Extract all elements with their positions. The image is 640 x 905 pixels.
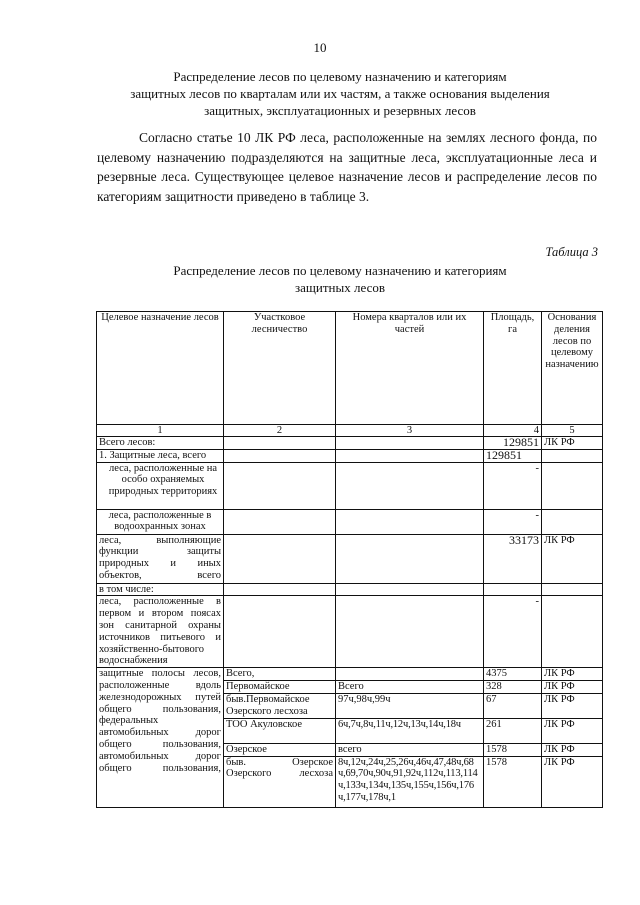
column-number: 5 — [542, 425, 603, 437]
header-forestry: Участковое лесничество — [224, 312, 336, 425]
row-quarters: всего — [336, 743, 484, 756]
row-name: леса, расположенные на особо охраняемых природных территориях — [97, 462, 224, 509]
row-basis: ЛК РФ — [542, 718, 603, 743]
row-name: Всего лесов: — [97, 437, 224, 450]
table-row — [97, 583, 603, 596]
row-forestry: ТОО Акуловское — [224, 718, 336, 743]
table-title — [120, 262, 560, 296]
row-area: 1578 — [484, 743, 542, 756]
row-quarters — [336, 668, 484, 681]
row-area: - — [484, 509, 542, 534]
table-row — [97, 462, 603, 509]
row-area: 1578 — [484, 756, 542, 807]
section-heading — [80, 68, 600, 119]
header-area: Площадь, га — [484, 312, 542, 425]
table-row — [97, 509, 603, 534]
table-header-row — [97, 312, 603, 425]
table-row — [97, 668, 603, 681]
table-row — [97, 534, 603, 583]
row-quarters: Всего — [336, 680, 484, 693]
row-name: леса, расположенные в первом и втором поясах зон санитарной охраны источников питьевого и хозяйственно-бытового водоснабжения — [97, 596, 224, 668]
table-title-line: защитных лесов — [295, 280, 385, 295]
heading-line: Распределение лесов по целевому назначению и категориям — [173, 69, 507, 84]
table-row — [97, 449, 603, 462]
row-area: - — [484, 596, 542, 668]
row-name: 1. Защитные леса, всего — [97, 449, 224, 462]
column-number: 3 — [336, 425, 484, 437]
row-name: в том числе: — [97, 583, 224, 596]
row-basis: ЛК РФ — [542, 680, 603, 693]
header-purpose: Целевое назначение лесов — [97, 312, 224, 425]
table-title-line: Распределение лесов по целевому назначению и категориям — [173, 263, 507, 278]
row-area: 261 — [484, 718, 542, 743]
page-number: 10 — [313, 40, 327, 55]
row-basis: ЛК РФ — [542, 743, 603, 756]
row-area: 67 — [484, 693, 542, 718]
row-area: - — [484, 462, 542, 509]
row-quarters: 8ч,12ч,24ч,25,26ч,46ч,47,48ч,68ч,69,70ч,90ч,91,92ч,112ч,113,114ч,133ч,134ч,135ч,155ч,156ч,176ч,177ч,178ч,1 — [336, 756, 484, 807]
body-paragraph: Согласно статье 10 ЛК РФ леса, расположенные на землях лесного фонда, по целевому назначению подразделяются на защитные леса, эксплуатационные леса и резервные леса. Существующее целевое назначение лесов и распределение лесов по категориям защитности приведено в таблице 3. — [97, 130, 597, 204]
row-name: леса, выполняющие функции защиты природных и иных объектов, всего — [97, 534, 224, 583]
row-basis: ЛК РФ — [542, 534, 603, 583]
heading-line: защитных лесов по кварталам или их частям, а также основания выделения — [130, 86, 550, 101]
row-forestry: Озерское — [224, 743, 336, 756]
row-quarters: 97ч,98ч,99ч — [336, 693, 484, 718]
row-area: 129851 — [484, 437, 542, 450]
row-basis: ЛК РФ — [542, 437, 603, 450]
table-caption: Таблица 3 — [545, 245, 598, 259]
row-basis: ЛК РФ — [542, 756, 603, 807]
row-forestry: Всего, — [224, 668, 336, 681]
row-quarters: 6ч,7ч,8ч,11ч,12ч,13ч,14ч,18ч — [336, 718, 484, 743]
heading-line: защитных, эксплуатационных и резервных лесов — [204, 103, 476, 118]
row-basis: ЛК РФ — [542, 693, 603, 718]
row-area: 33173 — [484, 534, 542, 583]
header-quarters: Номера кварталов или их частей — [336, 312, 484, 425]
row-area: 4375 — [484, 668, 542, 681]
row-area: 129851 — [484, 449, 542, 462]
column-number-row — [97, 425, 603, 437]
row-name: защитные полосы лесов, расположенные вдоль железнодорожных путей общего пользования, федеральных автомобильных дорог общего пользования, автомобильных дорог общего пользования, — [97, 668, 224, 807]
header-basis: Основания деления лесов по целевому назначению — [542, 312, 603, 425]
column-number: 1 — [97, 425, 224, 437]
forest-distribution-table — [96, 311, 603, 808]
table-row — [97, 596, 603, 668]
column-number: 4 — [484, 425, 542, 437]
row-forestry: быв.Первомайское Озерского лесхоза — [224, 693, 336, 718]
row-name: леса, расположенные в водоохранных зонах — [97, 509, 224, 534]
row-forestry: Первомайское — [224, 680, 336, 693]
row-area: 328 — [484, 680, 542, 693]
row-forestry: быв. Озерское Озерского лесхоза — [224, 756, 336, 807]
column-number: 2 — [224, 425, 336, 437]
row-basis: ЛК РФ — [542, 668, 603, 681]
table-row — [97, 437, 603, 450]
